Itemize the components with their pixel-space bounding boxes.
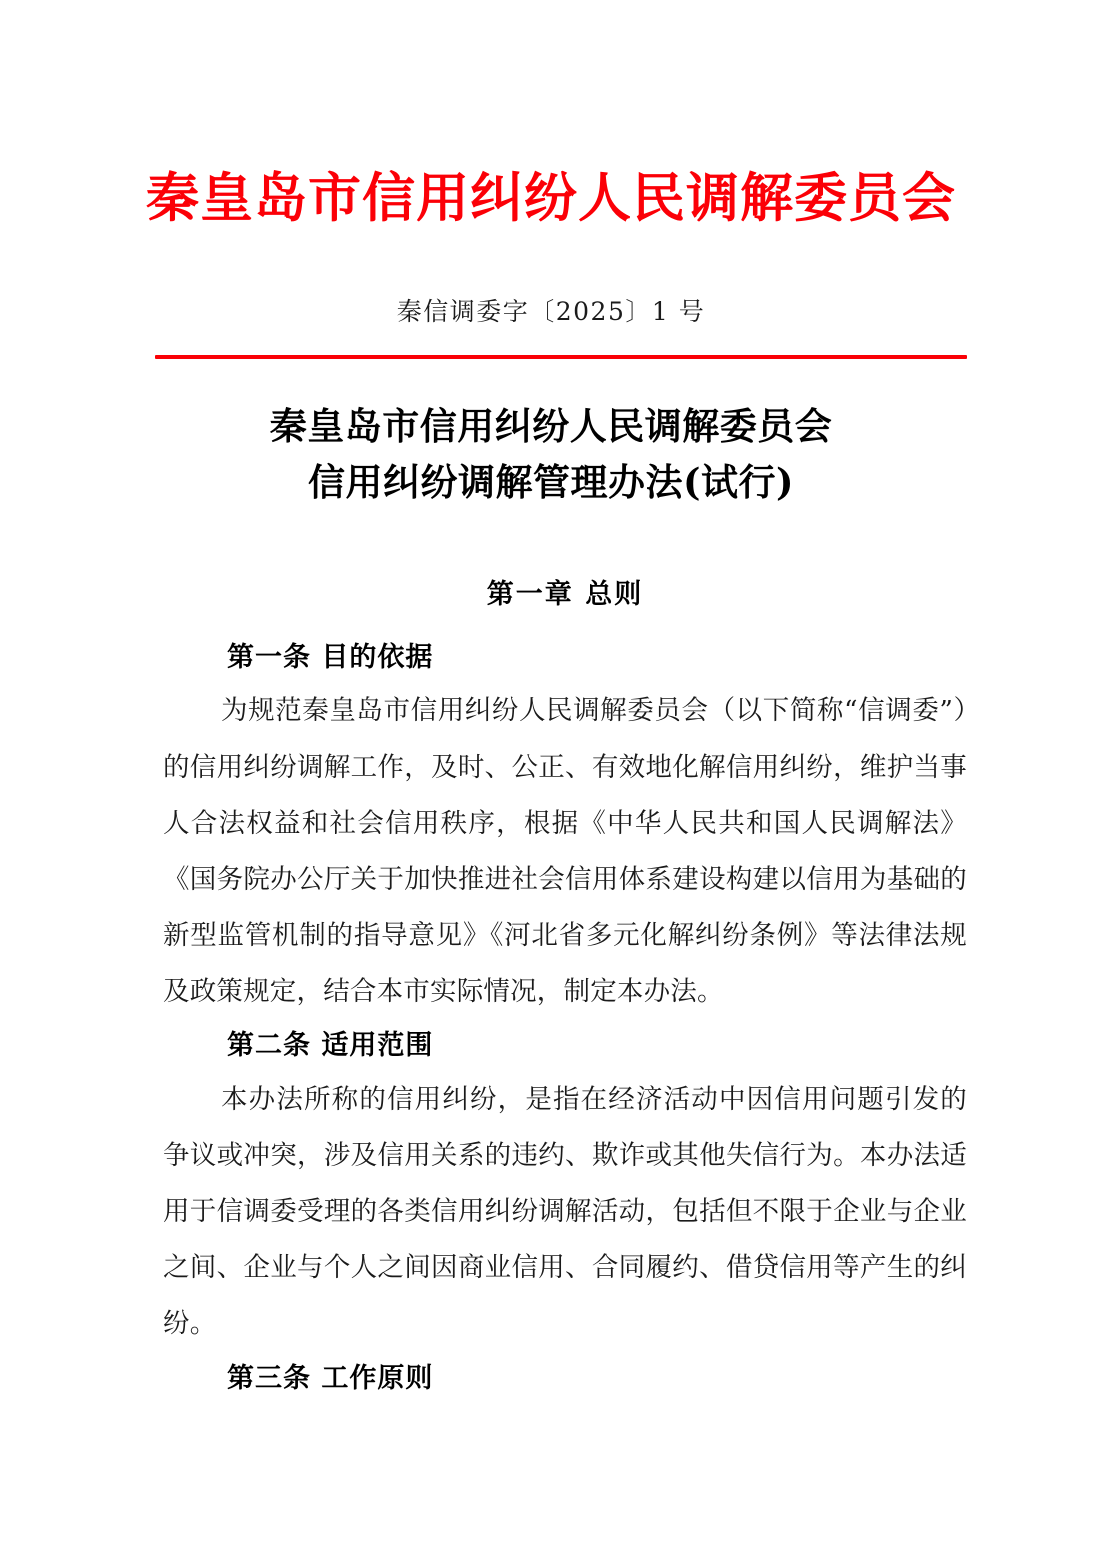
letterhead <box>0 168 1102 229</box>
article-body-1: 为规范秦皇岛市信用纠纷人民调解委员会（以下简称“信调委”）的信用纠纷调解工作，及时、公正、有效地化解信用纠纷，维护当事人合法权益和社会信用秩序，根据《中华人民共和国人民调解法》《国务院办公厅关于加快推进社会信用体系建设构建以信用为基础的新型监管机制的指导意见》《河北省多元化解纠纷条例》等法律法规及政策规定，结合本市实际情况，制定本办法。 <box>163 695 967 1008</box>
red-separator-rule <box>155 355 967 359</box>
document-serial-number: 秦信调委字〔2025〕1 号 <box>396 297 706 326</box>
letterhead-organization-name: 秦皇岛市信用纠纷人民调解委员会 <box>146 167 956 229</box>
article-body-2: 本办法所称的信用纠纷，是指在经济活动中因信用问题引发的争议或冲突，涉及信用关系的违约、欺诈或其他失信行为。本办法适用于信调委受理的各类信用纠纷调解活动，包括但不限于企业与企业之间、企业与个人之间因商业信用、合同履约、借贷信用等产生的纠纷。 <box>163 1083 967 1340</box>
document-title-line-1: 秦皇岛市信用纠纷人民调解委员会 <box>269 404 833 448</box>
article-heading-1: 第一条 目的依据 <box>227 642 434 674</box>
chapter-heading: 第一章 总则 <box>486 579 644 610</box>
document-body <box>163 575 967 1404</box>
document-title-line-2: 信用纠纷调解管理办法(试行) <box>307 460 794 505</box>
document-title <box>0 398 1102 510</box>
article-heading-2: 第二条 适用范围 <box>227 1030 434 1062</box>
article-heading-3: 第三条 工作原则 <box>227 1362 434 1394</box>
